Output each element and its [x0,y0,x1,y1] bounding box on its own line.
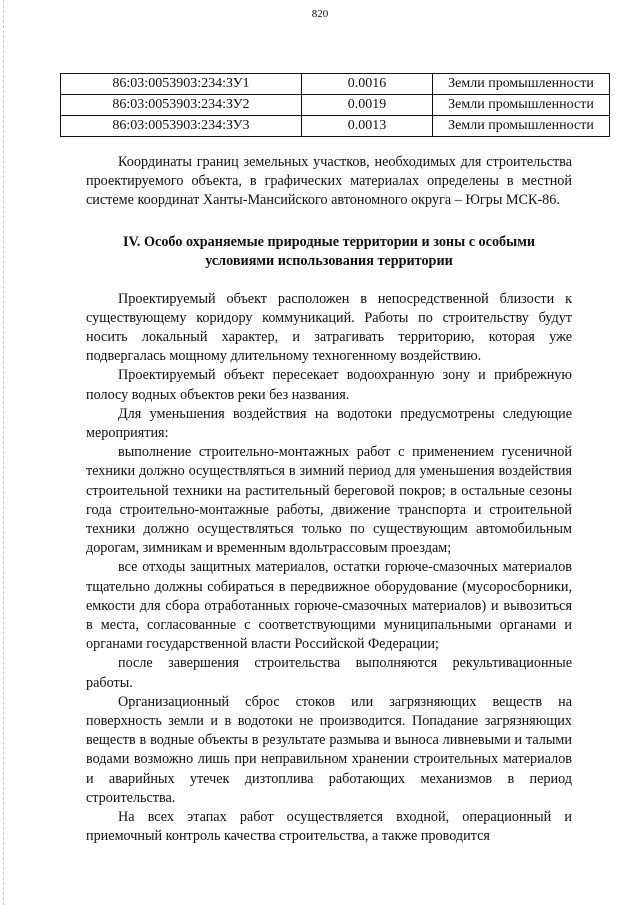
list-item: выполнение строительно-монтажных работ с применением гусеничной техники должно осуществляться в зимний период для уменьшения воздействия строительной техники на растительный береговой покров; в остальные сезоны года строительно-монтажные работы, движение транспорта и строительной техники должно осуществляться только по существующим автомобильным дорогам, зимникам и временным вдольтрассовым проездам; [86,444,572,557]
land-category-cell: Земли промышленности [433,116,610,137]
cadastral-number-cell: 86:03:0053903:234:ЗУ1 [61,74,302,95]
body-paragraph: Для уменьшения воздействия на водотоки предусмотрены следующие мероприятия: [86,405,572,442]
document-body [86,153,572,847]
body-paragraph: На всех этапах работ осуществляется входной, операционный и приемочный контроль качества строительства, а также проводится [86,809,572,845]
table-row [61,95,610,116]
table-row [61,74,610,95]
page-edge [3,0,5,905]
body-paragraph: Проектируемый объект расположен в непосредственной близости к существующему коридору коммуникаций. Работы по строительству будут носить локальный характер, и затрагивать территорию, которая уже подвергалась мощному длительному техногенному воздействию. [86,290,572,365]
coordinates-paragraph: Координаты границ земельных участков, необходимых для строительства проектируемого объекта, в графических материалах определены в местной системе координат Ханты-Мансийского автономного округа – Югры МСК-86. [86,154,572,209]
area-cell: 0.0016 [302,74,433,95]
cadastral-number-cell: 86:03:0053903:234:ЗУ3 [61,116,302,137]
list-item: все отходы защитных материалов, остатки горюче-смазочных материалов тщательно должны собираться в передвижное оборудование (мусоросборники, емкости для сбора отработанных горюче-смазочных материалов) и вывозиться в места, согласованные с соответствующими муниципальными органами и органами государственной власти Российской Федерации; [86,559,572,653]
body-paragraph: Проектируемый объект пересекает водоохранную зону и прибрежную полосу водных объектов реки без названия. [86,367,572,403]
page-number: 820 [311,8,329,20]
land-parcels-table [60,73,610,137]
land-category-cell: Земли промышленности [433,95,610,116]
list-item: после завершения строительства выполняются рекультивационные работы. [86,655,572,691]
area-cell: 0.0013 [302,116,433,137]
area-cell: 0.0019 [302,95,433,116]
table-row [61,116,610,137]
body-paragraph: Организационный сброс стоков или загрязняющих веществ на поверхность земли и в водотоки не производится. Попадание загрязняющих веществ в водные объекты в результате размыва и выноса ливневыми и талыми водами возможно лишь при неправильном хранении строительных материалов и аварийных утечек дизтоплива работающих механизмов в период строительства. [86,693,572,806]
section-heading: IV. Особо охраняемые природные территории и зоны с особыми условиями использования территории [122,233,536,269]
land-category-cell: Земли промышленности [433,74,610,95]
cadastral-number-cell: 86:03:0053903:234:ЗУ2 [61,95,302,116]
